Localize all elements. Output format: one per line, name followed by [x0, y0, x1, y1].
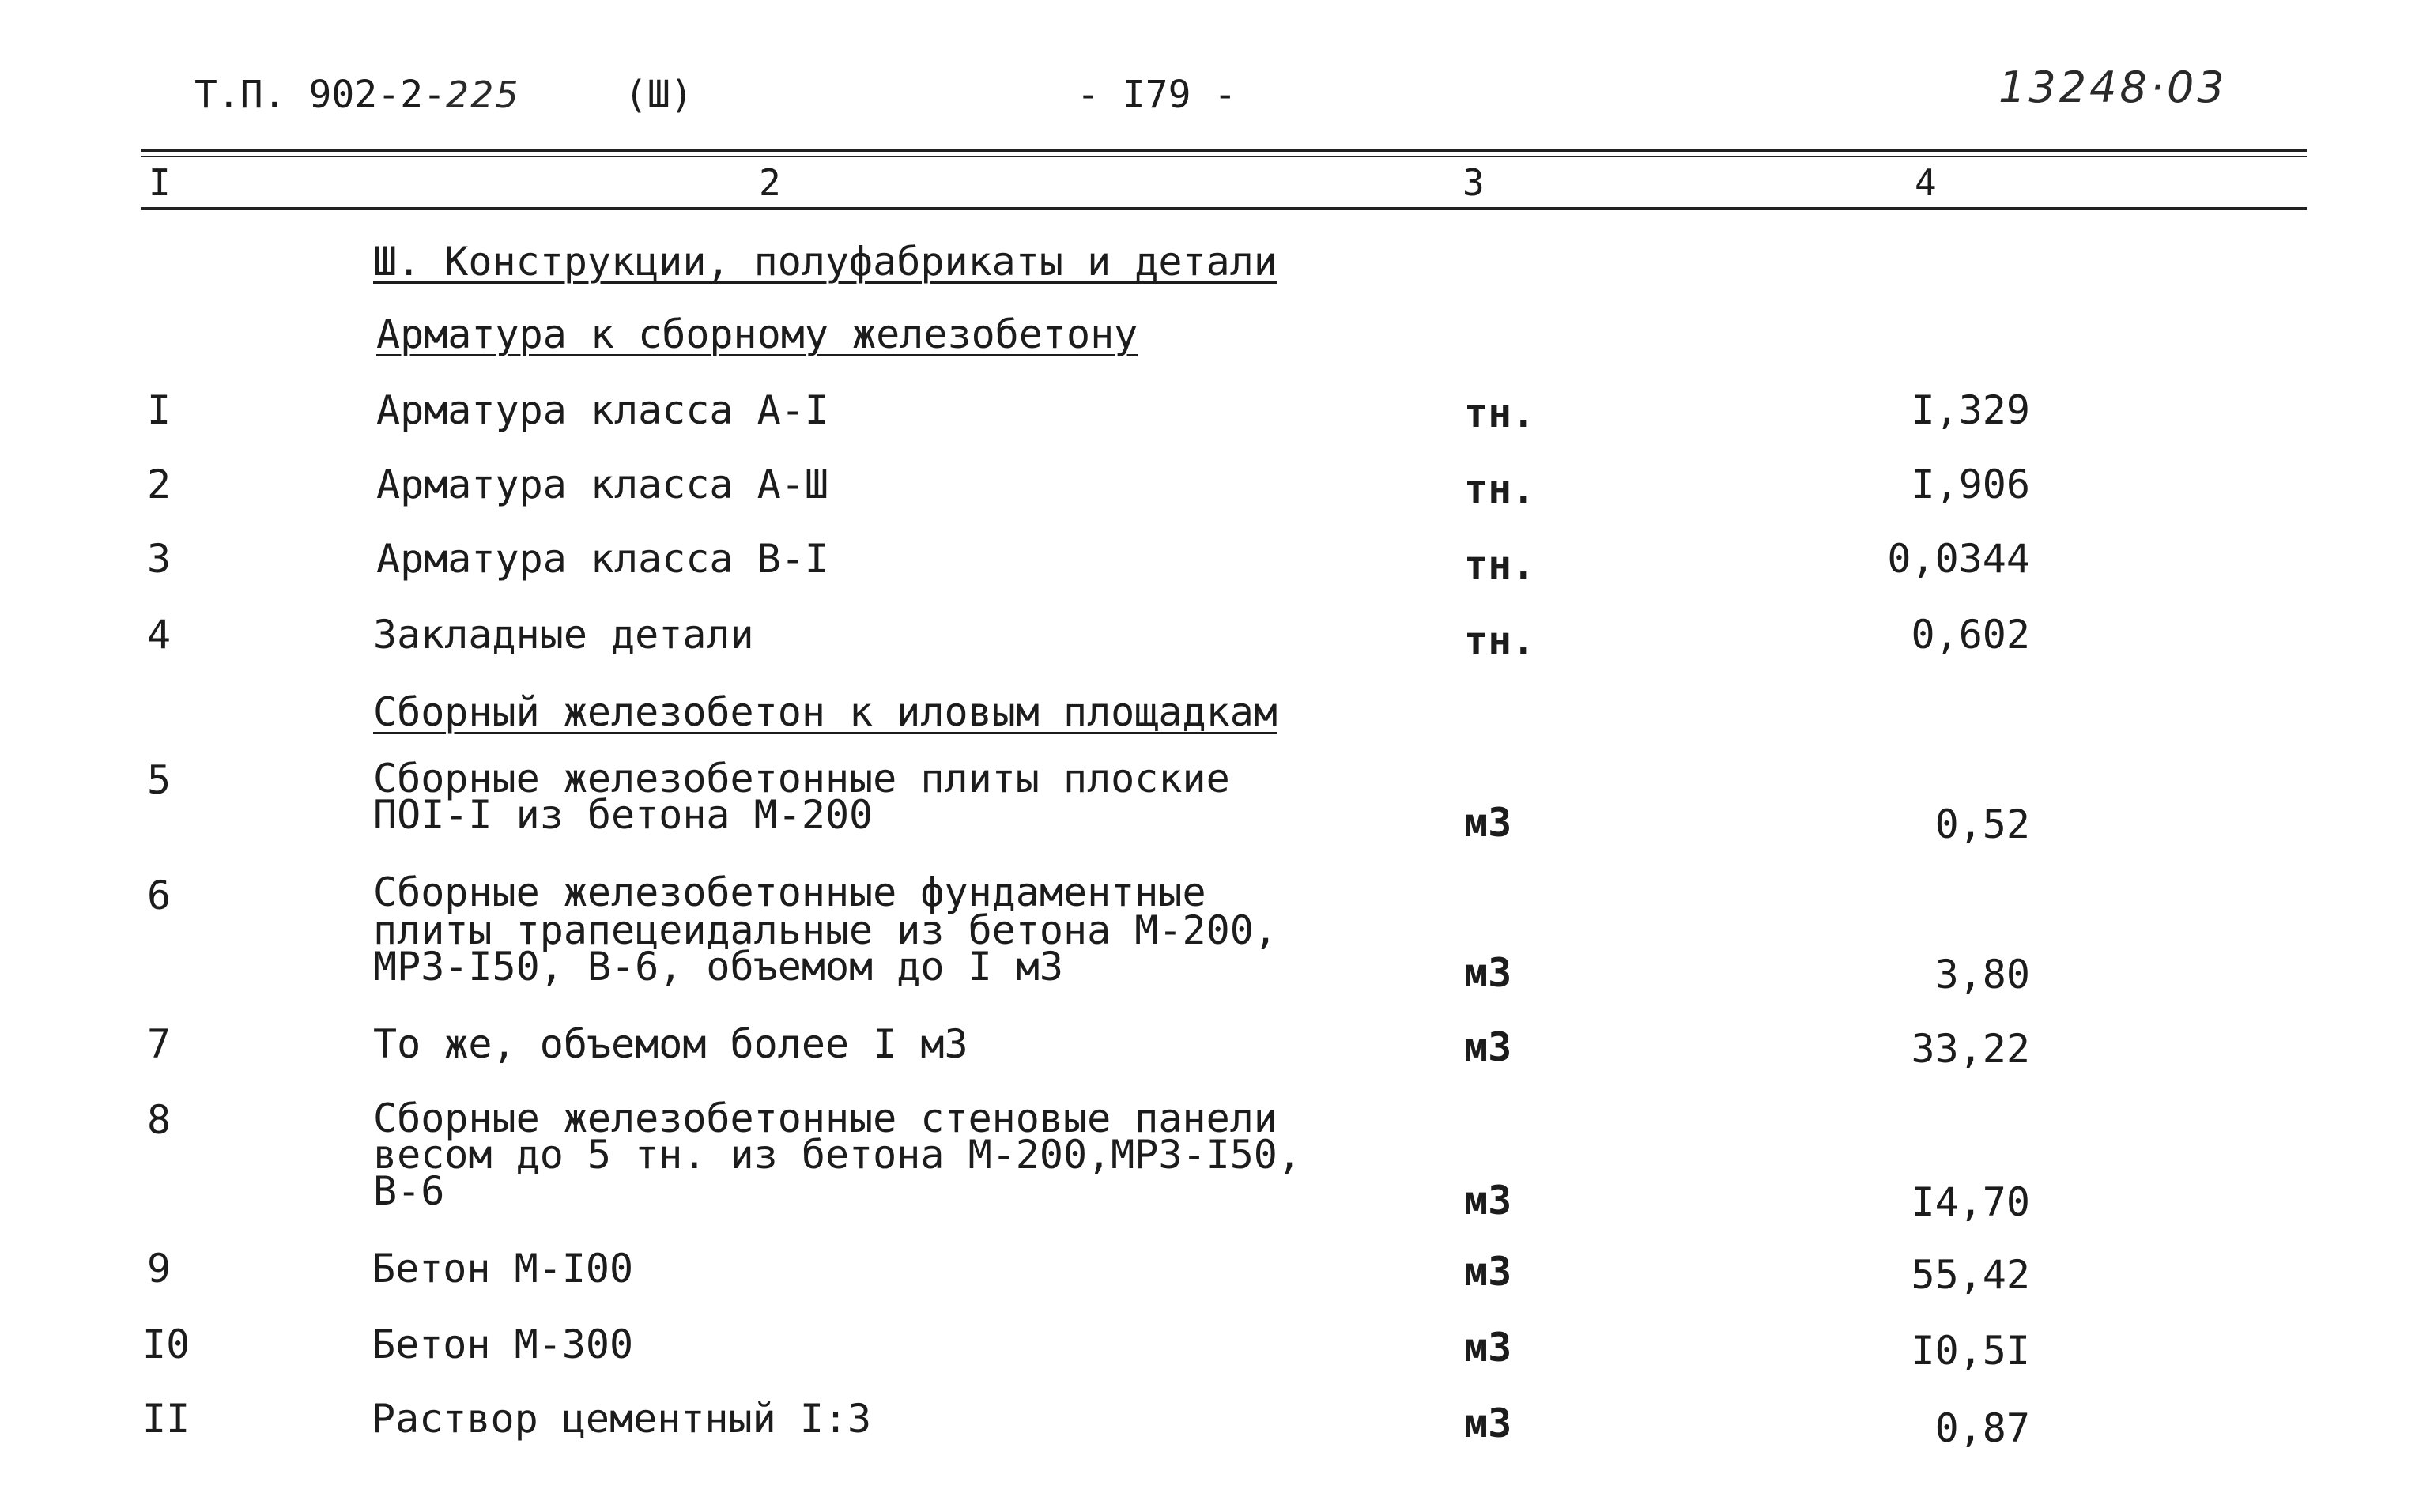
row-unit: м3 — [1464, 1401, 1512, 1446]
row-quantity: I,906 — [1911, 462, 2030, 507]
row-number: 2 — [147, 462, 172, 507]
row-number: II — [142, 1396, 191, 1442]
row-number: 3 — [147, 536, 172, 582]
row-number: I — [147, 387, 172, 433]
row-number: 4 — [147, 612, 172, 658]
row-name: Арматура класса В-I — [376, 536, 828, 582]
row-unit: тн. — [1464, 542, 1536, 588]
row-name: Арматура класса А-Ш — [376, 462, 828, 507]
row-unit: тн. — [1464, 466, 1536, 512]
header-top-rule — [141, 149, 2307, 157]
row-number: 7 — [147, 1021, 172, 1067]
row-unit: тн. — [1464, 618, 1536, 664]
row-quantity: 0,602 — [1911, 612, 2030, 658]
row-quantity: 0,52 — [1934, 801, 2030, 847]
column-header-4: 4 — [1915, 161, 1937, 204]
row-name-line: Сборные железобетонные фундаментные — [373, 869, 1206, 915]
column-header-3: 3 — [1462, 161, 1485, 204]
row-name: Бетон М-I00 — [372, 1246, 634, 1291]
row-unit: м3 — [1464, 1178, 1512, 1224]
row-number: 5 — [147, 757, 172, 803]
row-name-line: Сборные железобетонные стеновые панели — [373, 1095, 1277, 1141]
header-bottom-rule — [141, 207, 2307, 210]
row-unit: м3 — [1464, 1325, 1512, 1371]
doc-reference-typed: Т.П. 902-2- — [194, 73, 446, 117]
row-name: Закладные детали — [373, 612, 754, 658]
row-unit: м3 — [1464, 950, 1512, 996]
group-title: Сборный железобетон к иловым площадкам — [373, 689, 1277, 735]
doc-reference-handwritten: 225 — [445, 74, 520, 116]
row-number: 6 — [147, 873, 172, 918]
archive-number: 13248·03 — [1998, 62, 2228, 112]
row-quantity: I0,5I — [1911, 1328, 2030, 1374]
row-unit: м3 — [1464, 1024, 1512, 1070]
column-header-1: I — [149, 161, 171, 204]
section-title: Ш. Конструкции, полуфабрикаты и детали — [373, 239, 1277, 285]
row-name: Раствор цементный I:3 — [372, 1396, 872, 1442]
row-quantity: 33,22 — [1911, 1026, 2030, 1072]
row-name-line: ПОI-I из бетона М-200 — [373, 792, 874, 838]
row-name-line: Сборные железобетонные плиты плоские — [373, 756, 1230, 801]
row-unit: м3 — [1464, 1249, 1512, 1295]
row-quantity: I4,70 — [1911, 1179, 2030, 1225]
row-quantity: 3,80 — [1934, 952, 2030, 997]
row-quantity: 0,87 — [1934, 1405, 2030, 1451]
row-quantity: I,329 — [1911, 387, 2030, 433]
row-name-line: плиты трапецеидальные из бетона М-200, — [373, 907, 1277, 953]
group-title: Арматура к сборному железобетону — [376, 311, 1138, 357]
row-number: 8 — [147, 1097, 172, 1143]
row-name-line: В-6 — [373, 1168, 445, 1214]
doc-reference — [194, 73, 520, 117]
row-number: 9 — [147, 1246, 172, 1291]
row-unit: тн. — [1464, 390, 1536, 436]
page-number: - I79 - — [1077, 73, 1237, 117]
row-unit: м3 — [1464, 800, 1512, 846]
row-name: Арматура класса А-I — [376, 387, 828, 433]
row-name-line: МРЗ-I50, В-6, объемом до I м3 — [373, 944, 1063, 990]
column-header-2: 2 — [759, 161, 781, 204]
row-name: Бетон М-300 — [372, 1322, 634, 1367]
row-quantity: 55,42 — [1911, 1252, 2030, 1298]
row-quantity: 0,0344 — [1887, 536, 2030, 582]
section-mark: (Ш) — [625, 73, 693, 117]
row-name: То же, объемом более I м3 — [373, 1021, 968, 1067]
row-number: I0 — [142, 1322, 191, 1367]
row-name-line: весом до 5 тн. из бетона М-200,МРЗ-I50, — [373, 1132, 1301, 1178]
